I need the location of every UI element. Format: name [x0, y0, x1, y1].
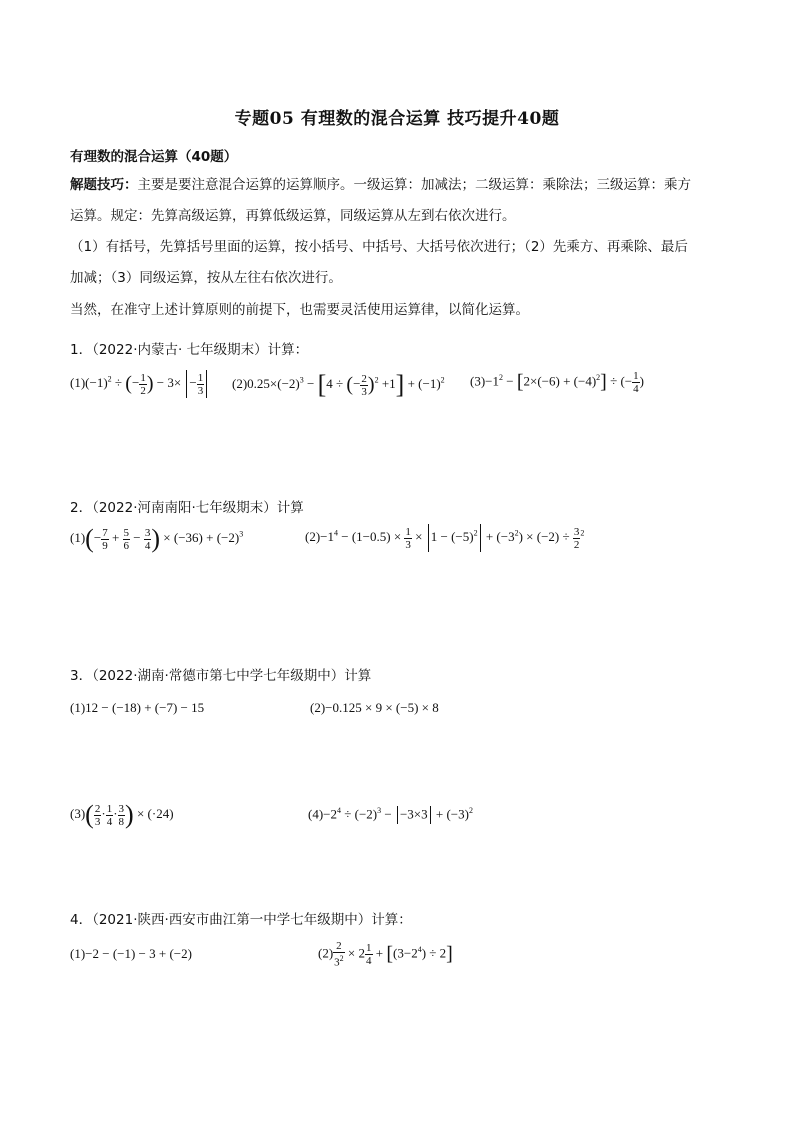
question-4-expression-1: (1)−2 − (−1) − 3 + (−2) — [70, 946, 192, 961]
question-3-header: 3．（2022·湖南·常德市第七中学七年级期中）计算 — [70, 668, 372, 684]
question-1-header: 1．（2022·内蒙古· 七年级期末）计算： — [70, 342, 309, 358]
tips-line-4: 加减；（3）同级运算，按从左往右依次进行。 — [70, 270, 342, 286]
question-1-expression-3: $(3)-1^2 - [2\times(-6) + (-4)^2]$ ÷ (− $\frac{1}{4}$ ) — [470, 370, 644, 395]
question-2-expression-1: (1)(− $\frac{7}{9}$ + $\frac{5}{6}$ − $\frac{3}{4}$ ) × $(-36) + (-2)^3$ — [70, 524, 244, 553]
question-1-expression-1: $(1)(-1)^2$ ÷ (− $\frac{1}{2}$ ) − 3× − $\frac{1}{3}$ — [70, 370, 209, 398]
question-4-header: 4．（2021·陕西·西安市曲江第一中学七年级期中）计算： — [70, 912, 412, 928]
question-3-expression-3: (3)( $\frac{2}{3}$ · $\frac{1}{4}$ · $\frac{3}{8}$ ) × (·24) — [70, 800, 174, 829]
question-2-header: 2．（2022·河南南阳·七年级期末）计算 — [70, 500, 304, 516]
tips-label: 解题技巧： — [70, 177, 138, 193]
question-3-expression-1: (1)12 − (−18) + (−7) − 15 — [70, 700, 205, 715]
tips-line-1: 解题技巧：主要是要注意混合运算的运算顺序。一级运算：加减法；二级运算：乘除法；三级运算：乘方 — [70, 177, 691, 193]
tips-line-3: （1）有括号，先算括号里面的运算，按小括号、中括号、大括号依次进行；（2）先乘方、再乘除、最后 — [70, 239, 688, 255]
question-2-expression-2: $(2)-1^4 - (1-0.5)$ × $\frac{1}{3}$ × $1 - (-5)^2 + (-3^2) \times (-2)$ ÷ $\frac{3}{2}$ $^2$ — [305, 525, 585, 551]
question-3-expression-2: (2)−0.125 × 9 × (−5) × 8 — [310, 700, 439, 715]
question-1-expression-2: $(2)0.25\times(-2)^3 - [4$ ÷ (− $\frac{2}{3}$ )$^2 +1] + (-1)^2$ — [232, 370, 445, 399]
section-title: 有理数的混合运算（40题） — [70, 149, 238, 165]
page-title: 专题05 有理数的混合运算 技巧提升40题 — [234, 109, 560, 129]
tips-line-2: 运算。规定：先算高级运算，再算低级运算，同级运算从左到右依次进行。 — [70, 208, 516, 224]
tips-line-5: 当然，在准守上述计算原则的前提下，也需要灵活使用运算律，以简化运算。 — [70, 302, 529, 318]
question-4-expression-2: (2) $\frac{2}{3^2}$ × 2 $\frac{1}{4}$ + $[(3-2^4) \div 2]$ — [318, 940, 453, 969]
question-3-expression-4: $(4)-2^4 \div (-2)^3 - -3\times 3 + (-3)^2$ — [308, 806, 473, 824]
